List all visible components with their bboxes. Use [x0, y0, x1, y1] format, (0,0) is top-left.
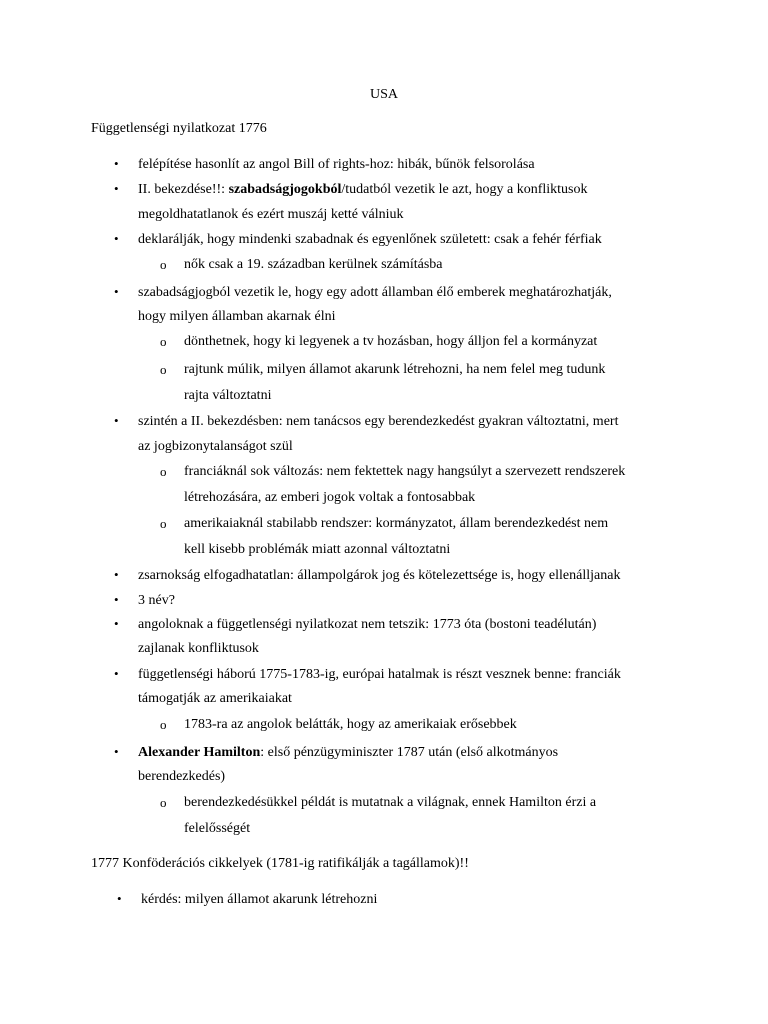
sub-bullet-icon: o — [160, 257, 167, 272]
sub-list-item-continuation: kell kisebb problémák miatt azonnal változtatni — [184, 542, 451, 557]
section-heading-declaration: Függetlenségi nyilatkozat 1776 — [91, 121, 267, 136]
sub-list-item: nők csak a 19. században kerülnek számításba — [184, 257, 443, 272]
bullet-icon: • — [117, 891, 122, 906]
list-item-continuation: támogatják az amerikaiakat — [138, 691, 292, 706]
list-item: felépítése hasonlít az angol Bill of rights-hoz: hibák, bűnök felsorolása — [138, 157, 535, 172]
list-item: Alexander Hamilton: első pénzügyminiszter 1787 után (első alkotmányos — [138, 745, 559, 760]
list-item-continuation: hogy milyen államban akarnak élni — [138, 309, 336, 324]
list-item: II. bekezdése!!: szabadságjogokból/tudatból vezetik le azt, hogy a konfliktusok — [138, 182, 588, 197]
bullet-icon: • — [114, 567, 119, 582]
sub-list-item: 1783-ra az angolok belátták, hogy az amerikaiak erősebbek — [184, 717, 517, 732]
sub-list-item: franciáknál sok változás: nem fektettek nagy hangsúlyt a szervezett rendszerek — [184, 464, 626, 479]
section-heading-articles: 1777 Konföderációs cikkelyek (1781-ig ratifikálják a tagállamok)!! — [91, 856, 469, 871]
bold-term: Alexander Hamilton — [138, 745, 261, 760]
bullet-icon: • — [114, 616, 119, 631]
list-item-continuation: az jogbizonytalanságot szül — [138, 439, 293, 454]
list-item: 3 név? — [138, 593, 175, 608]
sub-bullet-icon: o — [160, 334, 167, 349]
sub-bullet-icon: o — [160, 362, 167, 377]
list-item: angoloknak a függetlenségi nyilatkozat nem tetszik: 1773 óta (bostoni teadélután) — [138, 617, 597, 632]
list-item: zsarnokság elfogadhatatlan: állampolgárok jog és kötelezettsége is, hogy ellenálljanak — [138, 568, 621, 583]
sub-list-item-continuation: rajta változtatni — [184, 388, 272, 403]
bullet-icon: • — [114, 231, 119, 246]
bullet-icon: • — [114, 156, 119, 171]
bullet-icon: • — [114, 744, 119, 759]
document-title: USA — [369, 87, 398, 102]
bullet-icon: • — [114, 666, 119, 681]
list-item: függetlenségi háború 1775-1783-ig, európai hatalmak is részt vesznek benne: franciák — [138, 667, 621, 682]
list-item: deklarálják, hogy mindenki szabadnak és egyenlőnek született: csak a fehér férfiak — [138, 232, 602, 247]
bullet-icon: • — [114, 181, 119, 196]
bold-term: szabadságjogokból — [228, 182, 342, 197]
list-item-continuation: zajlanak konfliktusok — [138, 641, 259, 656]
sub-bullet-icon: o — [160, 717, 167, 732]
sub-bullet-icon: o — [160, 795, 167, 810]
list-item-continuation: megoldhatatlanok és ezért muszáj ketté válniuk — [138, 207, 404, 222]
bullet-icon: • — [114, 284, 119, 299]
list-item: szabadságjogból vezetik le, hogy egy adott államban élő emberek meghatározhatják, — [138, 285, 612, 300]
list-item: kérdés: milyen államot akarunk létrehozni — [141, 892, 378, 907]
sub-list-item: amerikaiaknál stabilabb rendszer: kormányzatot, állam berendezkedést nem — [184, 516, 609, 531]
sub-list-item: dönthetnek, hogy ki legyenek a tv hozásban, hogy álljon fel a kormányzat — [184, 334, 598, 349]
bullet-icon: • — [114, 413, 119, 428]
sub-list-item-continuation: felelősségét — [184, 821, 251, 836]
list-item: szintén a II. bekezdésben: nem tanácsos egy berendezkedést gyakran változtatni, mert — [138, 414, 619, 429]
sub-list-item: rajtunk múlik, milyen államot akarunk létrehozni, ha nem felel meg tudunk — [184, 362, 606, 377]
sub-bullet-icon: o — [160, 516, 167, 531]
list-item-continuation: berendezkedés) — [138, 769, 226, 784]
bullet-icon: • — [114, 592, 119, 607]
sub-list-item: berendezkedésükkel példát is mutatnak a világnak, ennek Hamilton érzi a — [184, 795, 597, 810]
sub-list-item-continuation: létrehozására, az emberi jogok voltak a fontosabbak — [184, 490, 476, 505]
sub-bullet-icon: o — [160, 464, 167, 479]
